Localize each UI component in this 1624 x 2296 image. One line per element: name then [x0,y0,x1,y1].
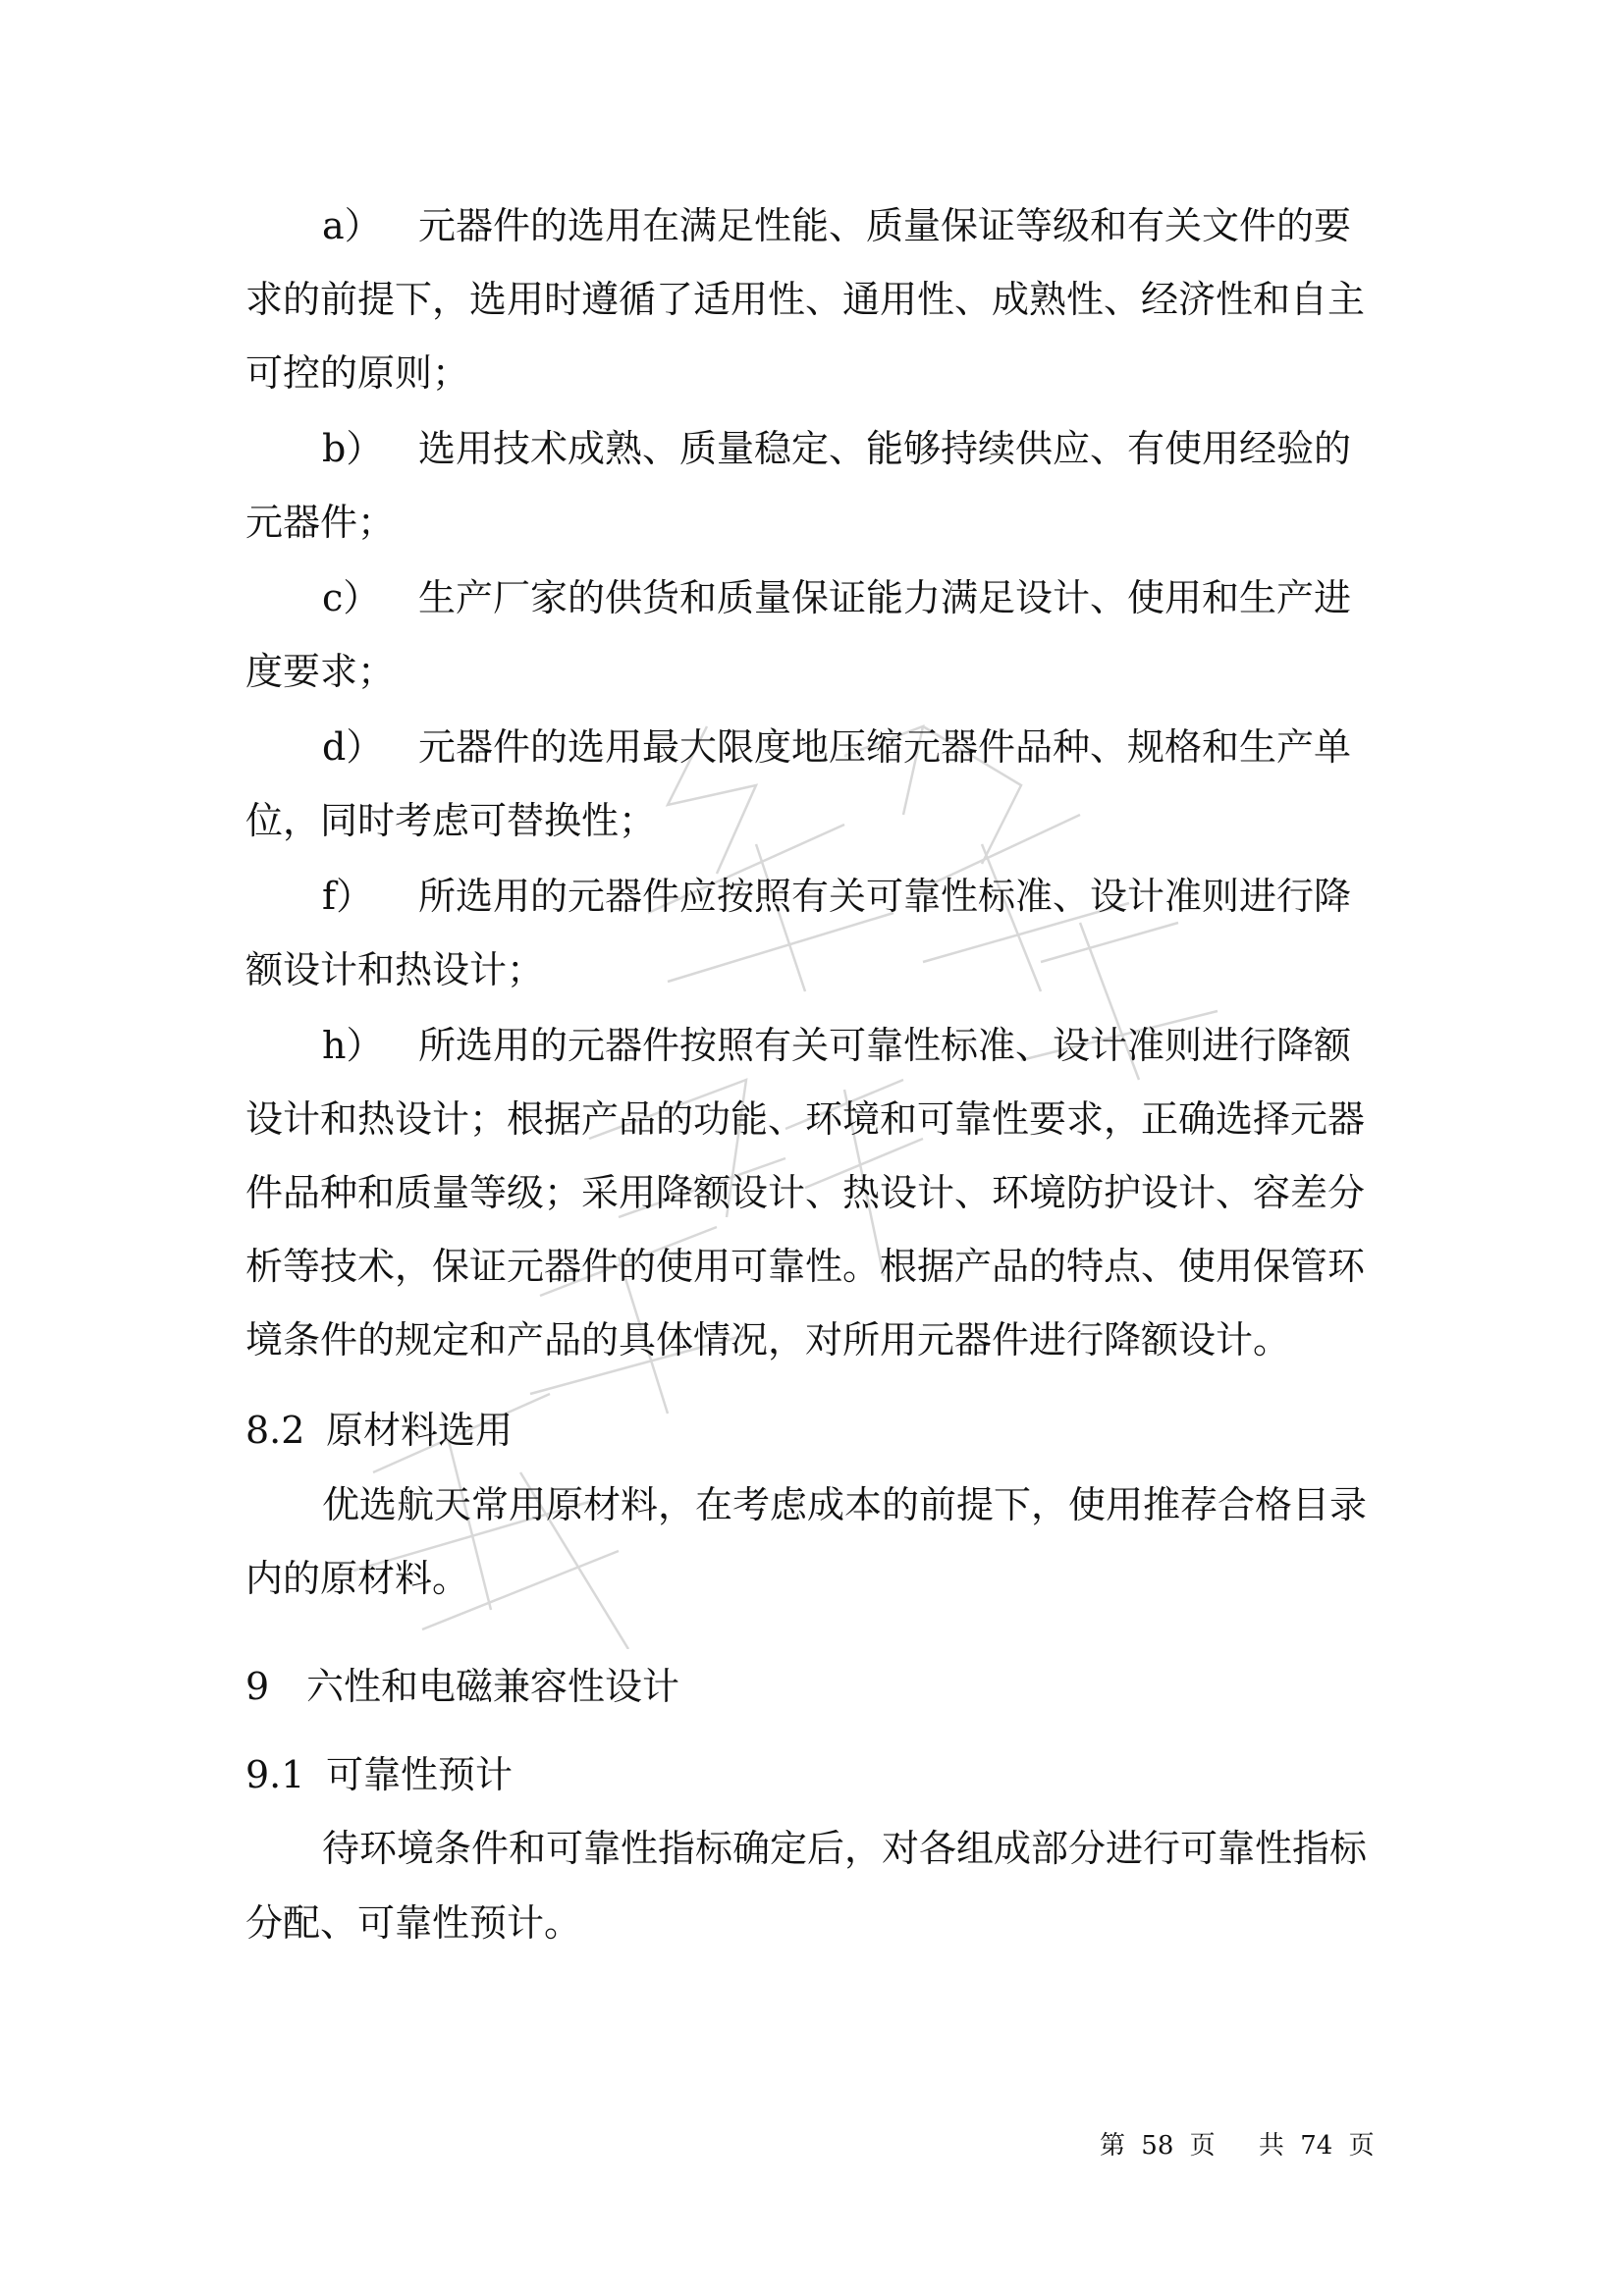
list-item-continuation: 件品种和质量等级；采用降额设计、热设计、环境防护设计、容差分 [245,1171,1366,1214]
list-item-continuation: 境条件的规定和产品的具体情况，对所用元器件进行降额设计。 [245,1318,1291,1362]
page-number: 58 [1141,2131,1174,2161]
list-item-continuation: 元器件； [245,501,396,544]
list-item-continuation: 位，同时考虑可替换性； [245,799,657,842]
page-prefix: 第 [1100,2131,1126,2161]
list-item-text: 元器件的选用最大限度地压缩元器件品种、规格和生产单 [418,725,1352,769]
list-item-continuation: 析等技术，保证元器件的使用可靠性。根据产品的特点、使用保管环 [245,1245,1366,1288]
list-item-continuation: 可控的原则； [245,351,470,395]
list-item-continuation: 额设计和热设计； [245,948,545,991]
total-prefix: 共 [1258,2131,1284,2161]
list-item-text: 所选用的元器件按照有关可靠性标准、设计准则进行降额 [418,1024,1352,1067]
total-suffix: 页 [1348,2131,1375,2161]
list-item-text: 生产厂家的供货和质量保证能力满足设计、使用和生产进 [418,576,1352,619]
page-footer [1100,2130,1375,2162]
page-suffix: 页 [1189,2131,1216,2161]
section-heading-9 [245,1664,679,1709]
section-number: 9.1 [245,1753,305,1796]
section-heading-9-1 [245,1752,513,1797]
section-number: 8.2 [245,1409,305,1452]
paragraph-first-line: 优选航天常用原材料，在考虑成本的前提下，使用推荐合格目录 [322,1483,1368,1526]
list-item-label: b） [322,427,384,470]
section-title: 可靠性预计 [326,1753,514,1796]
list-item-label: f） [322,875,374,918]
list-item-text: 所选用的元器件应按照有关可靠性标准、设计准则进行降 [418,875,1352,918]
section-heading-8-2 [245,1408,513,1453]
paragraph-first-line: 待环境条件和可靠性指标确定后，对各组成部分进行可靠性指标 [322,1827,1368,1870]
list-item-label: a） [322,204,382,247]
list-item-label: d） [322,725,384,769]
paragraph-line: 内的原材料。 [245,1557,470,1600]
list-item-text: 选用技术成熟、质量稳定、能够持续供应、有使用经验的 [418,427,1352,470]
paragraph-line: 分配、可靠性预计。 [245,1901,582,1945]
list-item-continuation: 设计和热设计；根据产品的功能、环境和可靠性要求，正确选择元器 [245,1097,1366,1141]
section-number: 9 [245,1665,270,1708]
list-item-text: 元器件的选用在满足性能、质量保证等级和有关文件的要 [418,204,1352,247]
section-title: 原材料选用 [326,1409,514,1452]
list-item-label: c） [322,576,381,619]
list-item-label: h） [322,1024,384,1067]
list-item-continuation: 度要求； [245,650,396,693]
section-title: 六性和电磁兼容性设计 [306,1665,680,1708]
list-item-continuation: 求的前提下，选用时遵循了适用性、通用性、成熟性、经济性和自主 [245,278,1366,321]
total-pages: 74 [1300,2131,1333,2161]
